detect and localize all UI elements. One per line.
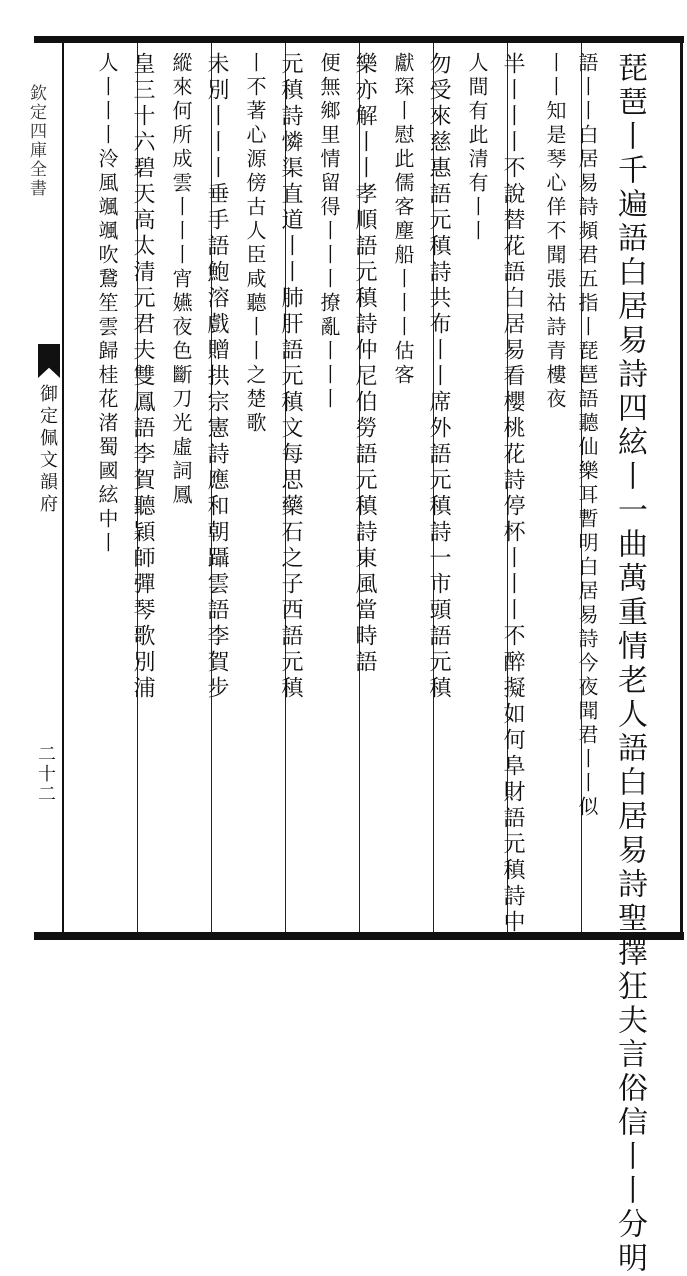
text-column: 未別丨丨丨垂手語鮑溶戲贈拱宗憲詩應和朝躡雲語李賀步: [204, 52, 229, 702]
page-margin-strip: [4, 44, 60, 932]
text-column: 琵琶丨千遍語白居易詩四絃丨一曲萬重情老人語白居易詩聖擇狂夫言俗信丨丨分明: [612, 52, 647, 1276]
text-column: 半丨丨丨不說替花語白居易看櫻桃花詩停杯丨丨丨不醉擬如何阜財語元稹詩中: [500, 52, 525, 936]
text-column: 丨丨知是琴心佯不聞張祜詩青樓夜: [543, 52, 567, 412]
text-column: 獻琛丨慰此儒客塵船丨丨丨估客: [391, 52, 415, 388]
page-number: 二十二: [35, 744, 56, 804]
text-column: 人丨丨丨泠風颯颯吹鵞笙雲歸桂花渚蜀國絃中丨: [95, 52, 119, 556]
text-column: 皇三十六碧天高太清元君夫雙鳳語李賀聽穎師彈琴歌別浦: [130, 52, 155, 702]
text-column: 人間有此清有丨丨: [465, 52, 489, 244]
top-border-rule: [34, 36, 684, 43]
text-column: 縱來何所成雲丨丨丨宵嬿夜色斷刀光虛詞鳳: [169, 52, 193, 508]
book-title: 御定佩文韻府: [37, 384, 58, 516]
text-column: 便無鄉里情留得丨丨丨撩亂丨丨丨: [317, 52, 341, 412]
text-column: 元稹詩憐渠直道丨丨肺肝語元稹文每思藥石之子西語元稹: [278, 52, 303, 702]
margin-header-text: 欽定四庫全書: [26, 84, 46, 198]
text-column: 樂亦解丨丨孝順語元稹詩仲尼伯勞語元稹詩東風當時語: [352, 52, 377, 676]
right-border-rule: [680, 36, 683, 940]
bottom-border-rule: [34, 932, 684, 940]
margin-divider-rule: [62, 43, 64, 932]
text-column: 語丨丨白居易詩頻君五指丨琵琶語聽仙樂耳暫明白居易詩今夜聞君丨丨似: [575, 52, 599, 820]
fishtail-mark-icon: [38, 344, 60, 378]
text-column: 丨不著心源傍古人臣咸聽丨丨之楚歌: [243, 52, 267, 436]
text-column: 勿受來慈惠語元稹詩共布丨丨席外語元稹詩一市頭語元稹: [426, 52, 451, 702]
